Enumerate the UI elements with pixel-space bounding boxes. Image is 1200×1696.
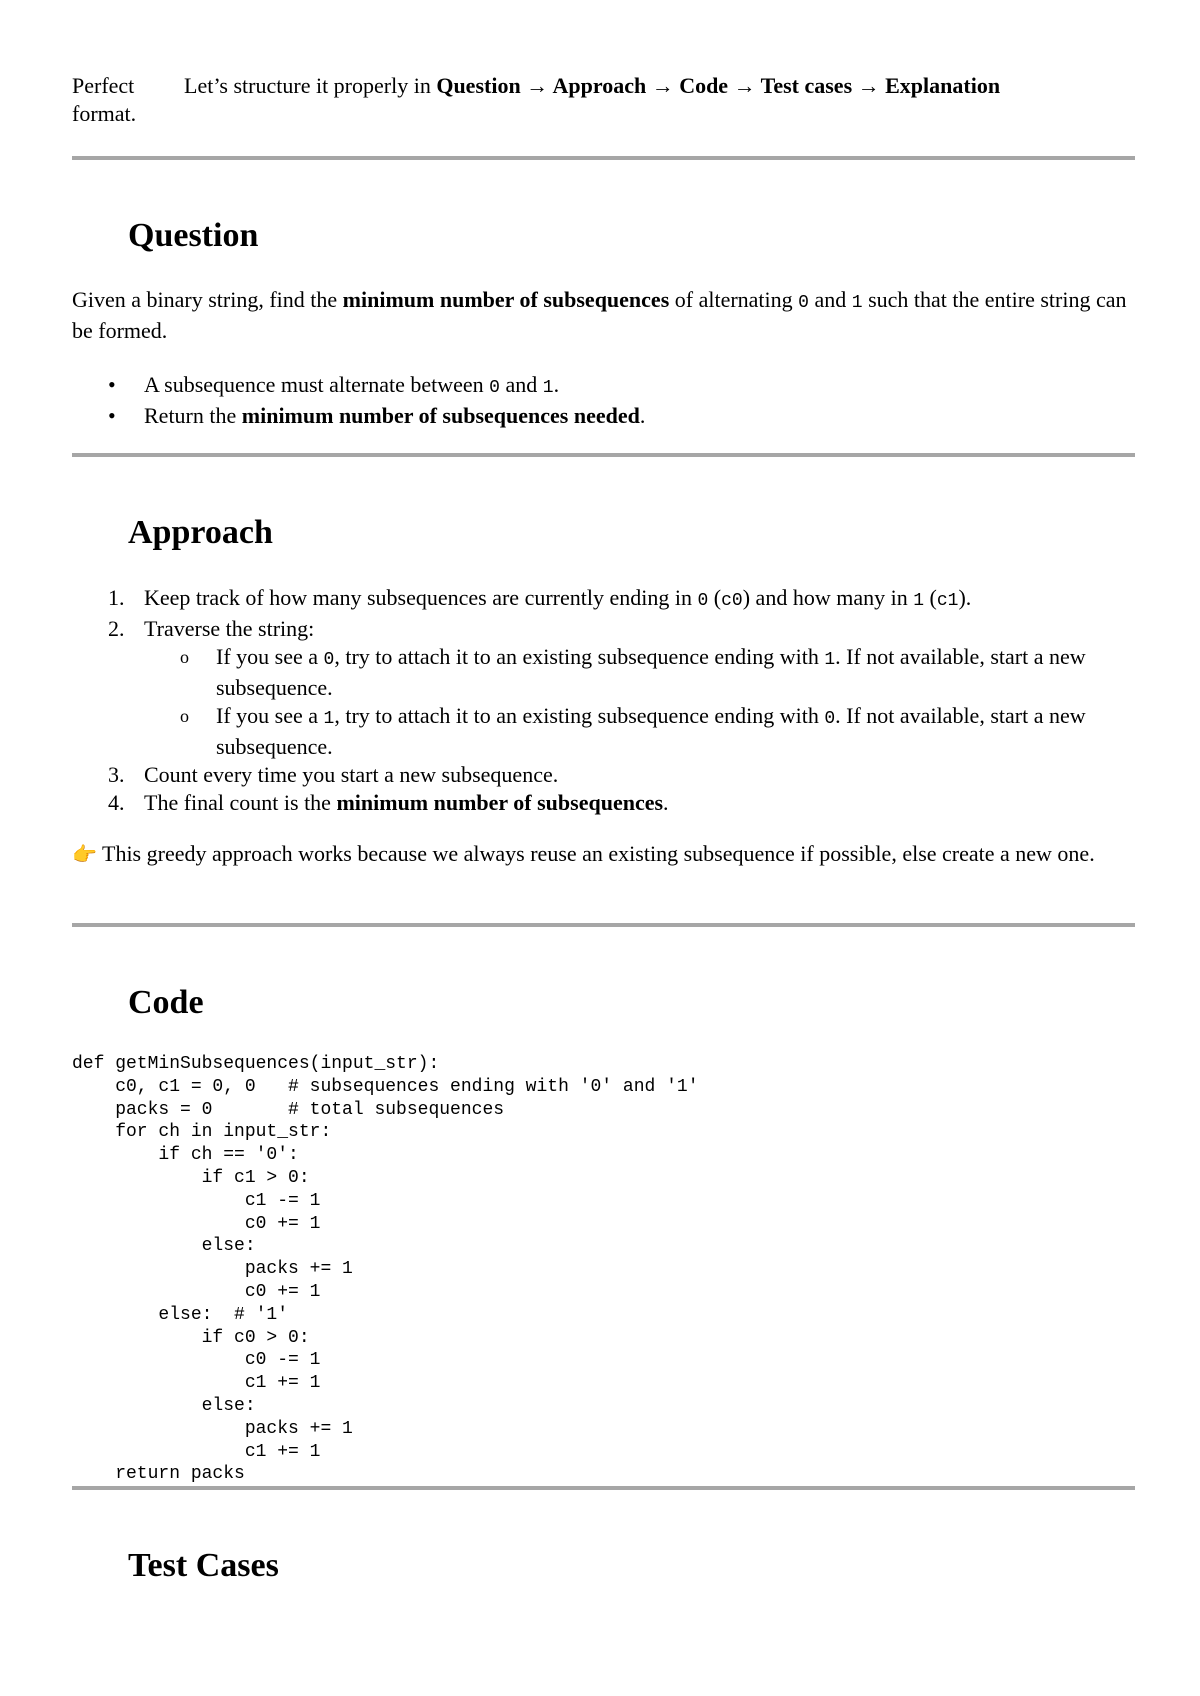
- inline-code: 0: [697, 591, 709, 611]
- sub-bullet-marker: o: [180, 647, 189, 667]
- question-heading: Question: [128, 217, 259, 254]
- intro-tail: format.: [72, 101, 137, 126]
- intro-flow: Question → Approach → Code → Test cases → Explanation: [436, 73, 1001, 98]
- code-block: def getMinSubsequences(input_str): c0, c1 = 0, 0 # subsequences ending with '0' and '1' packs = 0 # total subsequences for ch in input_str: if ch == '0': if c1 > 0: c1 -= 1 c0 += 1 else: packs += 1 c0 += 1 else: # '1' if c0 > 0: c0 -= 1 c1 += 1 else: packs += 1 c1 += 1 return packs: [72, 1054, 699, 1485]
- bullet-text: and: [499, 372, 543, 397]
- inline-code: c1: [936, 591, 959, 611]
- list-item: [72, 761, 1132, 789]
- list-item: [72, 615, 1132, 761]
- divider: [72, 923, 1135, 927]
- step-text: .: [663, 790, 669, 815]
- step-text: Traverse the string:: [144, 616, 315, 641]
- intro-lead: Let’s structure it properly in: [184, 73, 437, 98]
- step-number: 2.: [108, 616, 125, 641]
- step-emphasis: minimum number of subsequences: [336, 790, 664, 815]
- step-text: ) and how many in: [742, 585, 914, 610]
- pointing-hand-icon: 👉: [72, 842, 97, 866]
- question-text: of alternating: [669, 287, 799, 312]
- sub-text: . If not available, start a new subsequence.: [216, 703, 1086, 759]
- sub-text: , try to attach it to an existing subsequence ending with: [334, 703, 825, 728]
- sub-list-item: [144, 702, 1132, 761]
- sub-bullet-marker: o: [180, 706, 189, 726]
- bullet-text: .: [639, 403, 646, 428]
- question-text: and: [808, 287, 852, 312]
- question-text: Given a binary string, find the: [72, 287, 343, 312]
- sub-text: If you see a: [216, 644, 324, 669]
- step-number: 3.: [108, 762, 125, 787]
- step-text: Keep track of how many subsequences are currently ending in: [144, 585, 698, 610]
- question-bullet-list: [72, 371, 1132, 430]
- sub-list: [144, 643, 1132, 761]
- intro-paragraph: [72, 72, 1132, 128]
- question-text: such that the entire string can be formed.: [72, 287, 1127, 343]
- bullet-text: A subsequence must alternate between: [144, 372, 490, 397]
- test-cases-heading: Test Cases: [128, 1547, 279, 1584]
- note-text: This greedy approach works because we always reuse an existing subsequence if possible, else create a new one.: [96, 841, 1095, 866]
- approach-step-list: [72, 584, 1132, 817]
- bullet-text: .: [553, 372, 560, 397]
- step-text: (: [924, 585, 937, 610]
- list-item: [72, 789, 1132, 817]
- sub-text: If you see a: [216, 703, 324, 728]
- bullet-emphasis: minimum number of subsequences needed: [241, 403, 640, 428]
- question-description: [72, 286, 1132, 345]
- step-number: 4.: [108, 790, 125, 815]
- inline-code: 1: [851, 293, 863, 313]
- inline-code: 1: [323, 709, 335, 729]
- intro-perfect: Perfect: [72, 73, 135, 98]
- step-text: The final count is the: [144, 790, 337, 815]
- bullet-text: Return the: [144, 403, 242, 428]
- list-item: [72, 371, 1132, 402]
- divider: [72, 1486, 1135, 1490]
- question-emphasis: minimum number of subsequences: [342, 287, 670, 312]
- step-text: (: [708, 585, 722, 610]
- sub-text: , try to attach it to an existing subsequence ending with: [334, 644, 825, 669]
- approach-note: [72, 840, 1132, 868]
- step-text: Count every time you start a new subsequence.: [144, 762, 559, 787]
- approach-heading: Approach: [128, 514, 273, 551]
- sub-text: . If not available, start a new subsequence.: [216, 644, 1086, 700]
- code-heading: Code: [128, 984, 204, 1021]
- inline-code: c0: [721, 591, 743, 611]
- step-number: 1.: [108, 585, 125, 610]
- inline-code: 0: [824, 709, 836, 729]
- divider: [72, 156, 1135, 160]
- inline-code: 0: [489, 378, 500, 398]
- inline-code: 1: [824, 650, 836, 670]
- step-text: ).: [958, 585, 972, 610]
- divider: [72, 453, 1135, 457]
- inline-code: 0: [323, 650, 335, 670]
- inline-code: 0: [798, 293, 809, 313]
- sub-list-item: [144, 643, 1132, 702]
- inline-code: 1: [913, 591, 925, 611]
- list-item: [72, 584, 1132, 615]
- list-item: [72, 402, 1132, 430]
- inline-code: 1: [542, 378, 554, 398]
